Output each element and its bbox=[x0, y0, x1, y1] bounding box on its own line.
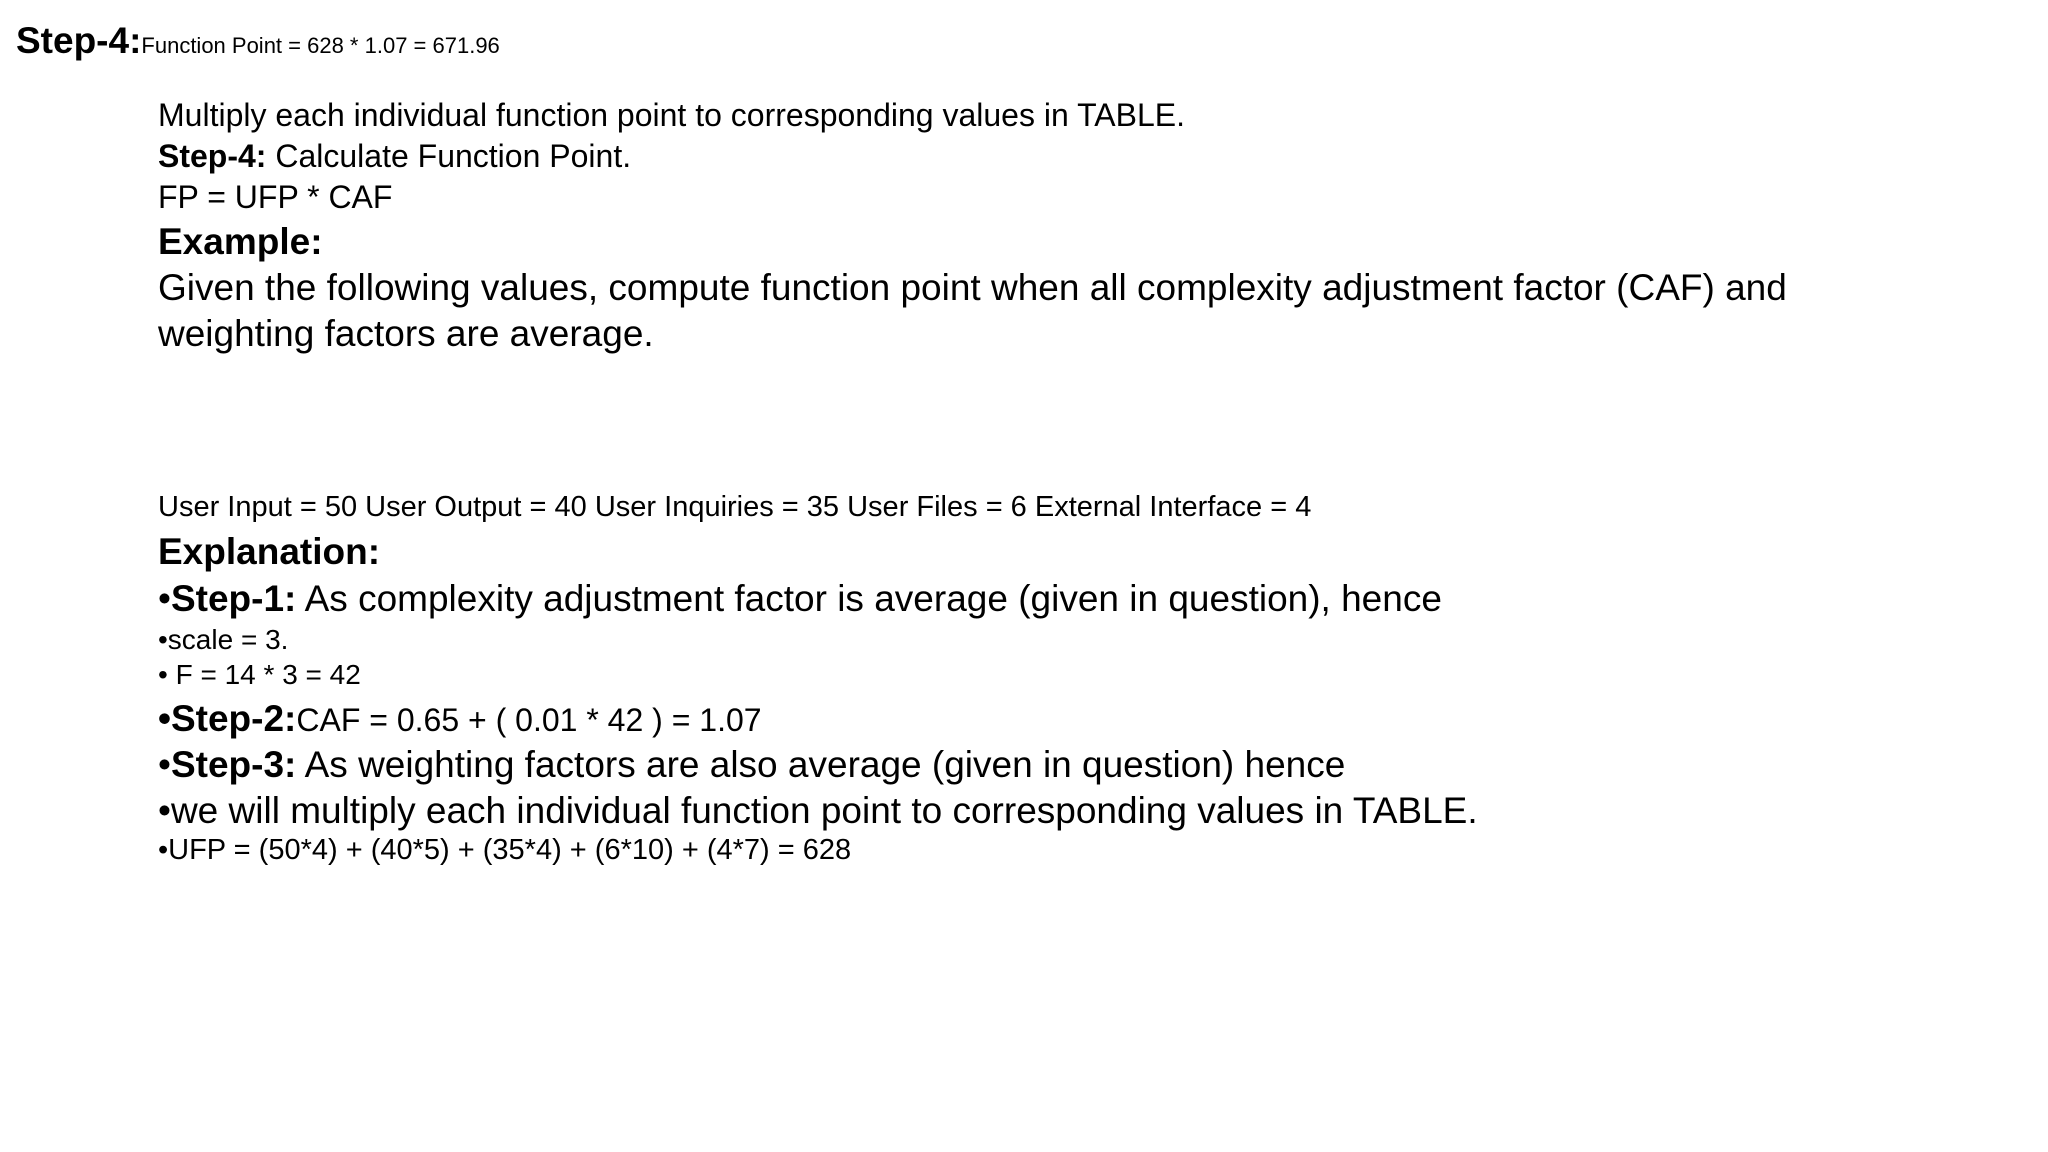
step4-text: Calculate Function Point. bbox=[266, 138, 632, 174]
step2-text: CAF = 0.65 + ( 0.01 * 42 ) = 1.07 bbox=[296, 702, 762, 738]
example-heading: Example: bbox=[158, 221, 323, 262]
step2-label: Step-2: bbox=[170, 698, 297, 739]
step1-text: As complexity adjustment factor is average (given in question), hence bbox=[296, 578, 1442, 619]
multiply-line: Multiply each individual function point to corresponding values in TABLE. bbox=[158, 97, 1185, 133]
step4-line bbox=[158, 140, 631, 172]
given-values-line: User Input = 50 User Output = 40 User Inquiries = 35 User Files = 6 External Interface = 4 bbox=[158, 491, 1312, 523]
step1-label: Step-1: bbox=[170, 578, 297, 619]
step3-bullet: • bbox=[158, 744, 171, 785]
step2-bullet: • bbox=[158, 698, 171, 739]
multiply-line-2: •we will multiply each individual function point to corresponding values in TABLE. bbox=[158, 790, 1478, 831]
example-text-line-2: weighting factors are average. bbox=[158, 313, 654, 354]
step3-text: As weighting factors are also average (given in question) hence bbox=[296, 744, 1346, 785]
fp-formula: FP = UFP * CAF bbox=[158, 179, 393, 215]
top-step-label: Step-4: bbox=[16, 20, 142, 61]
explanation-heading: Explanation: bbox=[158, 531, 381, 572]
step2-line bbox=[158, 700, 762, 737]
top-step-heading bbox=[16, 22, 500, 59]
top-step-text: Function Point = 628 * 1.07 = 671.96 bbox=[141, 33, 500, 58]
example-text-line-1: Given the following values, compute function point when all complexity adjustment factor (CAF) and bbox=[158, 267, 1787, 308]
step3-label: Step-3: bbox=[170, 744, 297, 785]
f-line: • F = 14 * 3 = 42 bbox=[158, 659, 361, 690]
step4-label: Step-4: bbox=[158, 138, 267, 174]
ufp-line: •UFP = (50*4) + (40*5) + (35*4) + (6*10) + (4*7) = 628 bbox=[158, 834, 852, 866]
step1-line bbox=[158, 580, 1442, 617]
step1-bullet: • bbox=[158, 578, 171, 619]
scale-line: •scale = 3. bbox=[158, 624, 289, 655]
step3-line bbox=[158, 746, 1345, 783]
